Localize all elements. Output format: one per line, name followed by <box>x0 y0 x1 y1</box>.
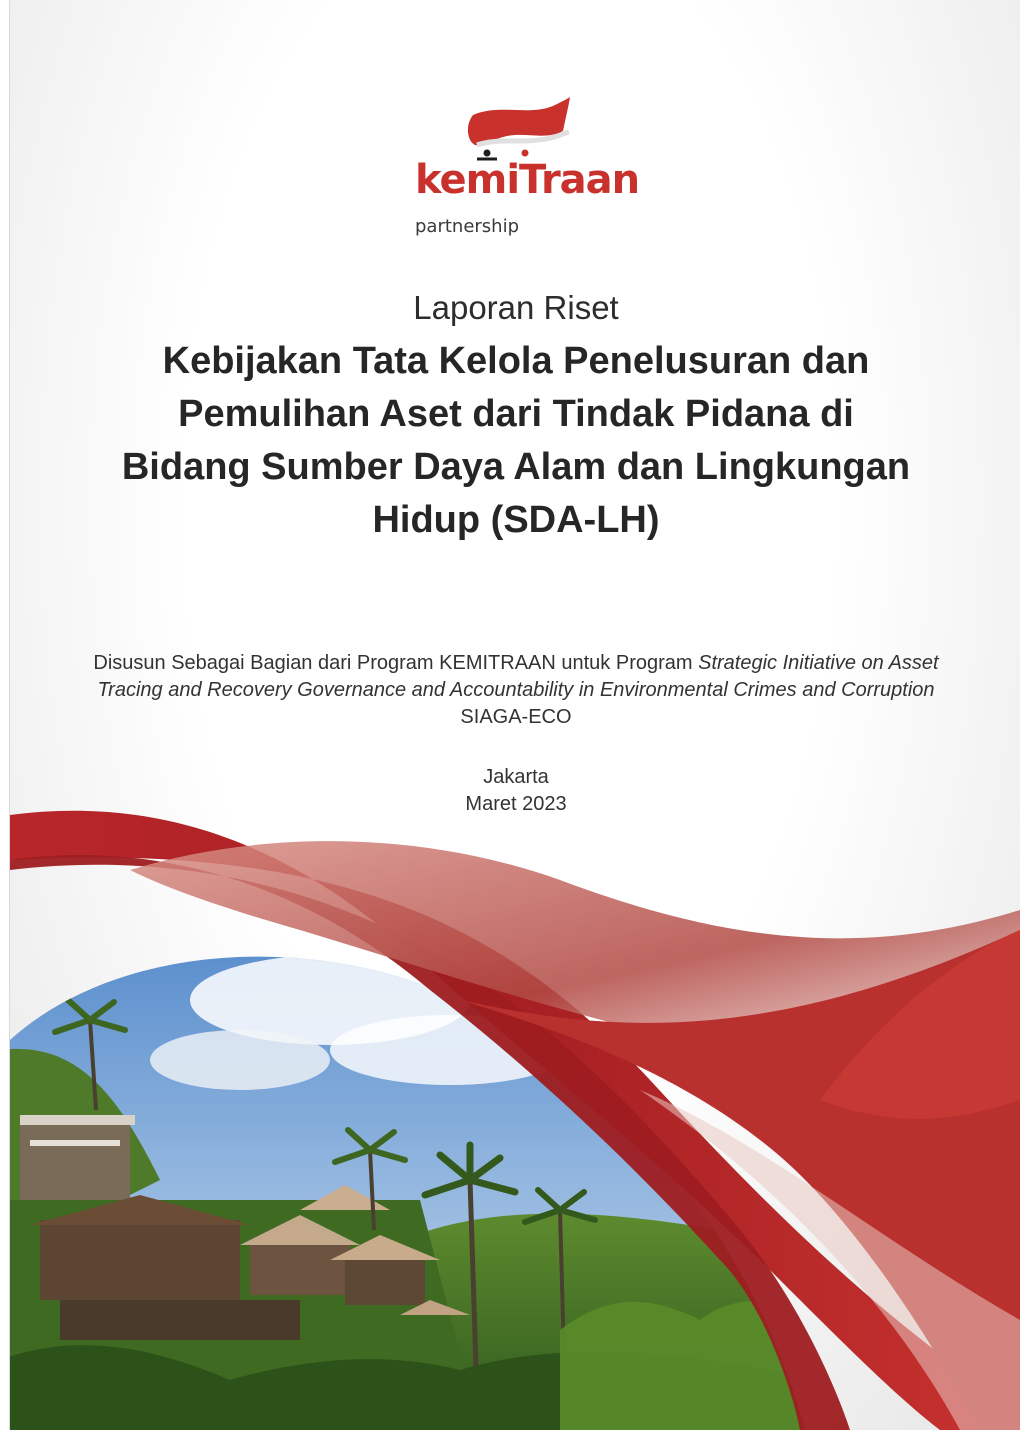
title-line: Hidup (SDA-LH) <box>372 499 660 541</box>
report-type-label: Laporan Riset <box>413 289 619 326</box>
title-line: Bidang Sumber Daya Alam dan Lingkungan <box>121 446 911 488</box>
logo-wordmark: kemiTraan <box>415 157 640 203</box>
subtitle-prefix: Disusun Sebagai Bagian dari Program KEMITRAAN untuk Program <box>93 652 699 674</box>
subtitle-suffix: SIAGA-ECO <box>460 706 572 728</box>
publication-city: Jakarta <box>483 766 549 788</box>
logo-tagline: partnership <box>415 216 520 237</box>
publication-date: Maret 2023 <box>465 793 567 815</box>
subtitle-program-name: Strategic Initiative on Asset Tracing and Recovery Governance and Accountability in Environmental Crimes and Corruption <box>97 652 939 701</box>
title-line: Pemulihan Aset dari Tindak Pidana di <box>178 393 854 435</box>
title-line: Kebijakan Tata Kelola Penelusuran dan <box>162 340 870 382</box>
